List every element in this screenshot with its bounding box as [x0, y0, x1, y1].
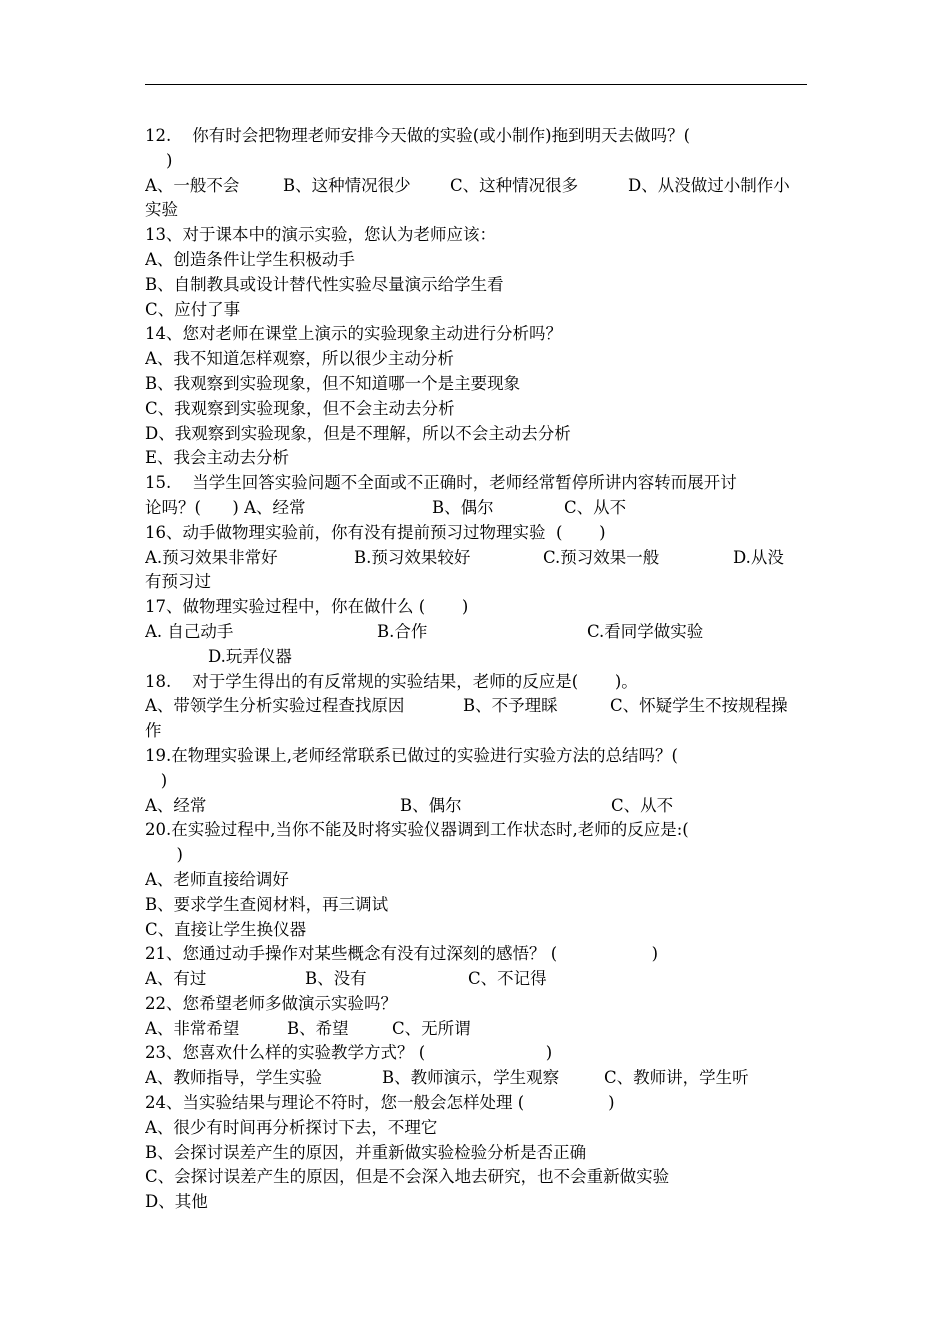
text-line	[145, 595, 827, 620]
line-text: 有预习过	[145, 572, 211, 592]
option-text: A.预习效果非常好	[145, 547, 278, 567]
line-text: D、其他	[145, 1192, 208, 1212]
option-text: A、带领学生分析实验过程查找原因	[145, 696, 405, 716]
line-text: A、老师直接给调好	[145, 869, 289, 889]
questionnaire-body	[145, 124, 827, 1215]
text-line	[145, 744, 827, 769]
text-line	[145, 471, 827, 496]
line-text: 14、您对老师在课堂上演示的实验现象主动进行分析吗？	[145, 324, 562, 344]
option-text: C、从不	[564, 497, 627, 517]
option-text: 论吗？( ) A、经常	[145, 497, 306, 517]
option-text: A. 自己动手	[145, 621, 234, 641]
text-line	[145, 149, 827, 174]
option-text: C、怀疑学生不按规程操	[610, 696, 788, 716]
option-text: B、不予理睬	[463, 696, 558, 716]
text-line	[145, 670, 827, 695]
text-line	[145, 422, 827, 447]
text-line	[145, 372, 827, 397]
option-text: B、偶尔	[400, 795, 462, 815]
line-text: 22、您希望老师多做演示实验吗？	[145, 993, 397, 1013]
text-line	[145, 868, 827, 893]
option-text: D.从没	[733, 547, 784, 567]
text-line	[145, 719, 827, 744]
line-text: )	[145, 845, 183, 865]
line-text: )	[145, 150, 173, 170]
text-line	[145, 570, 827, 595]
text-line	[145, 967, 827, 992]
text-line	[145, 248, 827, 273]
line-text: D、我观察到实验现象，但是不理解，所以不会主动去分析	[145, 423, 571, 443]
text-line	[145, 992, 827, 1017]
line-text: 23、您喜欢什么样的实验教学方式？ ( )	[145, 1043, 553, 1063]
header-rule	[145, 84, 807, 85]
text-line	[145, 620, 827, 645]
option-text: B、教师演示，学生观察	[382, 1068, 560, 1088]
line-text: D.玩弄仪器	[145, 646, 292, 666]
text-line	[145, 1066, 827, 1091]
option-text: B.合作	[377, 621, 428, 641]
option-text: B、偶尔	[432, 497, 494, 517]
line-text: B、我观察到实验现象，但不知道哪一个是主要现象	[145, 373, 521, 393]
option-text: A、经常	[145, 795, 207, 815]
text-line	[145, 397, 827, 422]
text-line	[145, 918, 827, 943]
text-line	[145, 347, 827, 372]
text-line	[145, 174, 827, 199]
text-line	[145, 1165, 827, 1190]
text-line	[145, 843, 827, 868]
line-text: A、很少有时间再分析探讨下去，不理它	[145, 1117, 438, 1137]
option-text: C、这种情况很多	[450, 175, 579, 195]
line-text: 21、您通过动手操作对某些概念有没有过深刻的感悟？ ( )	[145, 944, 659, 964]
text-line	[145, 893, 827, 918]
text-line	[145, 645, 827, 670]
text-line	[145, 1116, 827, 1141]
line-text: C、直接让学生换仪器	[145, 919, 307, 939]
line-text: C、会探讨误差产生的原因，但是不会深入地去研究，也不会重新做实验	[145, 1167, 670, 1187]
option-text: C.预习效果一般	[543, 547, 660, 567]
line-text: B、会探讨误差产生的原因，并重新做实验检验分析是否正确	[145, 1142, 587, 1162]
text-line	[145, 794, 827, 819]
text-line	[145, 1017, 827, 1042]
text-line	[145, 124, 827, 149]
text-line	[145, 496, 827, 521]
option-text: A、非常希望	[145, 1018, 240, 1038]
text-line	[145, 322, 827, 347]
line-text: 24、当实验结果与理论不符时，您一般会怎样处理 ( )	[145, 1093, 615, 1113]
option-text: C、教师讲，学生听	[604, 1068, 749, 1088]
text-line	[145, 1091, 827, 1116]
option-text: B、没有	[305, 969, 367, 989]
option-text: D、从没做过小制作小	[628, 175, 790, 195]
line-text: C、应付了事	[145, 299, 241, 319]
text-line	[145, 298, 827, 323]
option-text: A、一般不会	[145, 175, 240, 195]
line-text: 15. 当学生回答实验问题不全面或不正确时，老师经常暂停所讲内容转而展开讨	[145, 473, 737, 493]
text-line	[145, 942, 827, 967]
option-text: C.看同学做实验	[587, 621, 704, 641]
line-text: 19.在物理实验课上,老师经常联系已做过的实验进行实验方法的总结吗？(	[145, 745, 678, 765]
text-line	[145, 198, 827, 223]
text-line	[145, 223, 827, 248]
text-line	[145, 546, 827, 571]
text-line	[145, 1141, 827, 1166]
line-text: 20.在实验过程中,当你不能及时将实验仪器调到工作状态时,老师的反应是:(	[145, 820, 689, 840]
line-text: A、创造条件让学生积极动手	[145, 249, 355, 269]
option-text: A、有过	[145, 969, 207, 989]
option-text: C、无所谓	[392, 1018, 471, 1038]
text-line	[145, 521, 827, 546]
text-line	[145, 446, 827, 471]
line-text: 作	[145, 721, 162, 741]
text-line	[145, 818, 827, 843]
line-text: 13、对于课本中的演示实验，您认为老师应该：	[145, 225, 496, 245]
line-text: A、我不知道怎样观察，所以很少主动分析	[145, 349, 454, 369]
line-text: E、我会主动去分析	[145, 448, 290, 468]
option-text: C、不记得	[468, 969, 547, 989]
text-line	[145, 694, 827, 719]
line-text: 18. 对于学生得出的有反常规的实验结果，老师的反应是( )。	[145, 671, 638, 691]
line-text: C、我观察到实验现象，但不会主动去分析	[145, 398, 455, 418]
line-text: )	[145, 770, 168, 790]
option-text: B、希望	[287, 1018, 349, 1038]
line-text: B、自制教具或设计替代性实验尽量演示给学生看	[145, 274, 504, 294]
line-text: B、要求学生查阅材料，再三调试	[145, 894, 389, 914]
option-text: C、从不	[611, 795, 674, 815]
option-text: A、教师指导，学生实验	[145, 1068, 322, 1088]
line-text: 实验	[145, 200, 178, 220]
text-line	[145, 1041, 827, 1066]
option-text: B、这种情况很少	[283, 175, 411, 195]
text-line	[145, 1190, 827, 1215]
line-text: 16、动手做物理实验前，你有没有提前预习过物理实验 ( )	[145, 522, 606, 542]
option-text: B.预习效果较好	[354, 547, 471, 567]
line-text: 17、做物理实验过程中，你在做什么 ( )	[145, 597, 469, 617]
line-text: 12. 你有时会把物理老师安排今天做的实验(或小制作)拖到明天去做吗？(	[145, 126, 691, 145]
text-line	[145, 273, 827, 298]
text-line	[145, 769, 827, 794]
